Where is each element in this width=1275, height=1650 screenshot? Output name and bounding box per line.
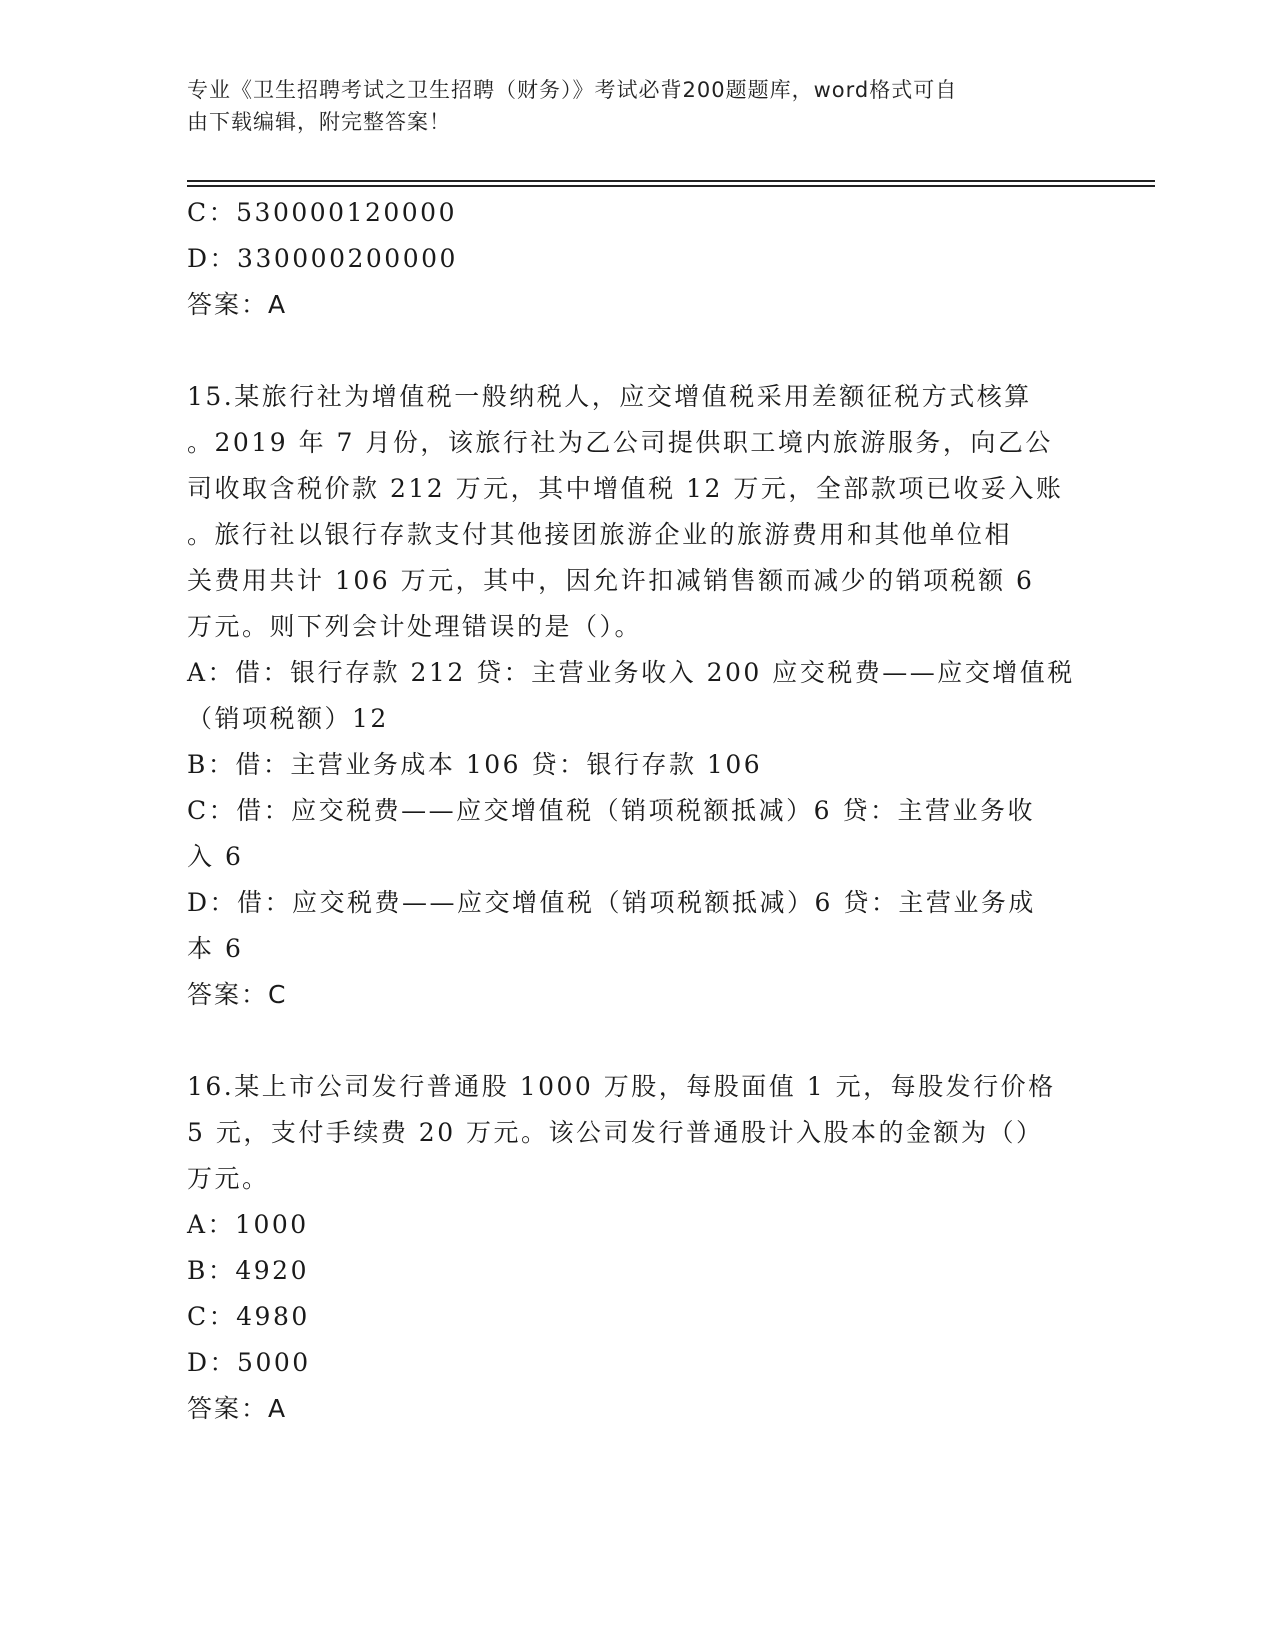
question-text-line: 关费用共计 106 万元，其中，因允许扣减销售额而减少的销项税额 6 — [187, 566, 1035, 595]
question-15 — [187, 374, 1077, 1018]
question-text-line: 5 元，支付手续费 20 万元。该公司发行普通股计入股本的金额为（） — [187, 1118, 1044, 1147]
question-text-line: 。旅行社以银行存款支付其他接团旅游企业的旅游费用和其他单位相 — [187, 520, 1013, 549]
header-line-2: 由下载编辑，附完整答案！ — [187, 110, 451, 134]
header-divider-bottom — [187, 185, 1155, 187]
option-d-continued: 本 6 — [187, 934, 244, 963]
option-a-continued: （销项税额）12 — [187, 704, 389, 733]
question-text-line: 16.某上市公司发行普通股 1000 万股，每股面值 1 元，每股发行价格 — [187, 1072, 1056, 1101]
option-b: B：4920 — [187, 1256, 309, 1285]
spacer — [187, 1018, 1077, 1064]
answer-label: 答案：C — [187, 980, 288, 1009]
question-text-line: 司收取含税价款 212 万元，其中增值税 12 万元，全部款项已收妥入账 — [187, 474, 1064, 503]
question-text-line: 万元。则下列会计处理错误的是（）。 — [187, 612, 643, 641]
spacer — [187, 328, 1077, 374]
answer-label: 答案：A — [187, 1394, 288, 1423]
question-16 — [187, 1064, 1077, 1432]
option-d: D：5000 — [187, 1348, 311, 1377]
option-d: D：330000200000 — [187, 244, 458, 273]
option-c: C：4980 — [187, 1302, 310, 1331]
option-c-continued: 入 6 — [187, 842, 244, 871]
option-b: B：借：主营业务成本 106 贷：银行存款 106 — [187, 750, 763, 779]
option-d: D：借：应交税费——应交增值税（销项税额抵减）6 贷：主营业务成 — [187, 888, 1036, 917]
option-c: C：借：应交税费——应交增值税（销项税额抵减）6 贷：主营业务收 — [187, 796, 1035, 825]
question-text-line: 。2019 年 7 月份，该旅行社为乙公司提供职工境内旅游服务，向乙公 — [187, 428, 1053, 457]
option-a: A：借：银行存款 212 贷：主营业务收入 200 应交税费——应交增值税 — [187, 658, 1075, 687]
answer-label: 答案：A — [187, 290, 288, 319]
question-text-line: 15.某旅行社为增值税一般纳税人，应交增值税采用差额征税方式核算 — [187, 382, 1032, 411]
document-header — [187, 74, 1067, 138]
option-a: A：1000 — [187, 1210, 309, 1239]
header-divider-top — [187, 180, 1155, 182]
header-line-1: 专业《卫生招聘考试之卫生招聘（财务）》考试必背200题题库，word格式可自 — [187, 78, 958, 102]
question-text-line: 万元。 — [187, 1164, 270, 1193]
option-c: C：530000120000 — [187, 198, 457, 227]
document-body — [187, 190, 1077, 1432]
